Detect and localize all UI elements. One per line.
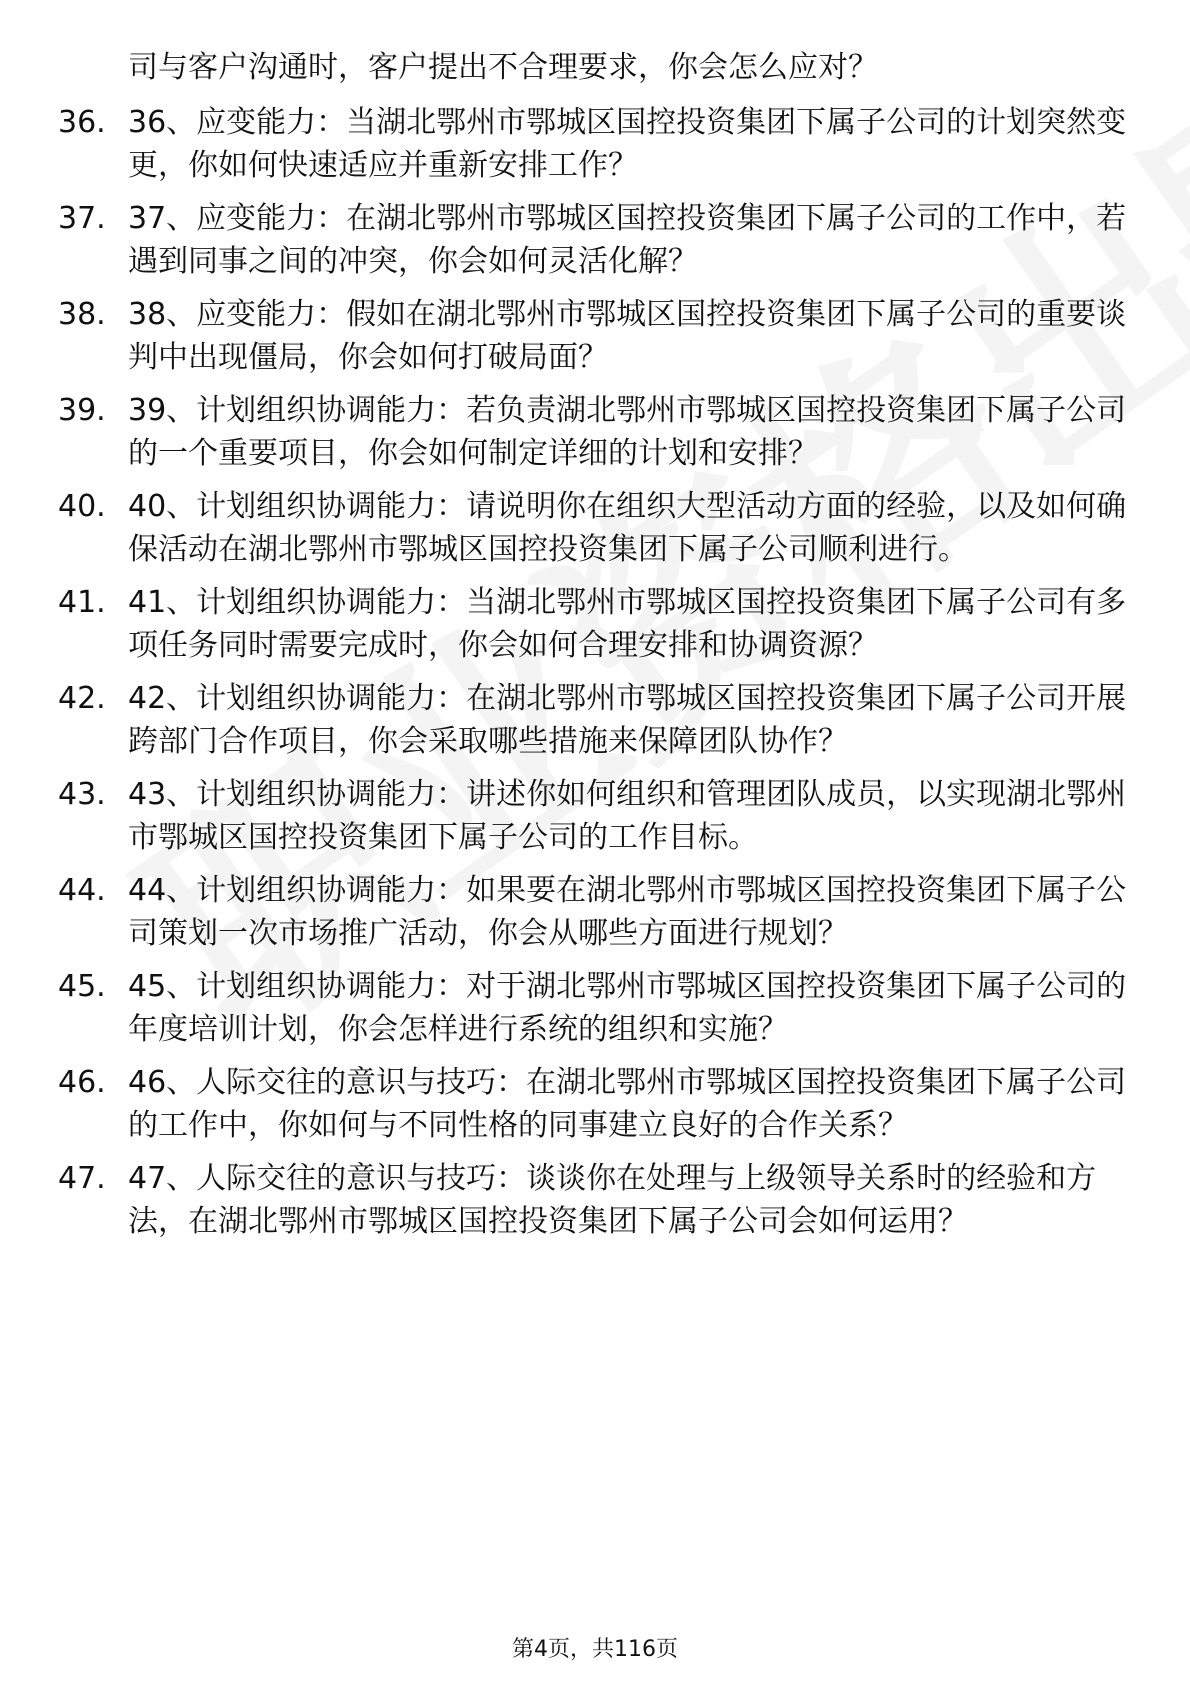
question-text: 38、应变能力：假如在湖北鄂州市鄂城区国控投资集团下属子公司的重要谈判中出现僵局，你会如何打破局面？ (128, 297, 1127, 375)
question-list-section (58, 46, 1138, 1253)
question-number: 39. (58, 393, 106, 428)
question-item (58, 485, 1138, 571)
question-number: 42. (58, 681, 106, 716)
question-item (58, 965, 1138, 1051)
question-text: 37、应变能力：在湖北鄂州市鄂城区国控投资集团下属子公司的工作中，若遇到同事之间的冲突，你会如何灵活化解？ (128, 201, 1127, 279)
continued-question-text: 司与客户沟通时，客户提出不合理要求，你会怎么应对？ (128, 50, 878, 85)
page-footer: 第4页，共116页 (512, 1637, 678, 1662)
question-number: 40. (58, 489, 106, 524)
question-number: 37. (58, 201, 106, 236)
question-item (58, 389, 1138, 475)
question-item (58, 101, 1138, 187)
question-item (58, 1061, 1138, 1147)
question-number: 38. (58, 297, 106, 332)
question-list (58, 101, 1138, 1243)
question-number: 44. (58, 873, 106, 908)
question-text: 36、应变能力：当湖北鄂州市鄂城区国控投资集团下属子公司的计划突然变更，你如何快速适应并重新安排工作？ (128, 105, 1127, 183)
question-number: 43. (58, 777, 106, 812)
question-text: 47、人际交往的意识与技巧：谈谈你在处理与上级领导关系时的经验和方法，在湖北鄂州市鄂城区国控投资集团下属子公司会如何运用？ (128, 1161, 1097, 1239)
question-item (58, 869, 1138, 955)
question-text: 44、计划组织协调能力：如果要在湖北鄂州市鄂城区国控投资集团下属子公司策划一次市场推广活动，你会从哪些方面进行规划？ (128, 873, 1127, 951)
question-number: 45. (58, 969, 106, 1004)
question-text: 46、人际交往的意识与技巧：在湖北鄂州市鄂城区国控投资集团下属子公司的工作中，你如何与不同性格的同事建立良好的合作关系？ (128, 1065, 1127, 1143)
question-item (58, 773, 1138, 859)
question-number: 46. (58, 1065, 106, 1100)
question-item (58, 581, 1138, 667)
question-item (58, 197, 1138, 283)
question-item (58, 293, 1138, 379)
question-text: 40、计划组织协调能力：请说明你在组织大型活动方面的经验，以及如何确保活动在湖北鄂州市鄂城区国控投资集团下属子公司顺利进行。 (128, 489, 1127, 567)
question-text: 43、计划组织协调能力：讲述你如何组织和管理团队成员，以实现湖北鄂州市鄂城区国控投资集团下属子公司的工作目标。 (128, 777, 1127, 855)
question-number: 47. (58, 1161, 106, 1196)
question-number: 36. (58, 105, 106, 140)
question-number: 41. (58, 585, 106, 620)
question-text: 42、计划组织协调能力：在湖北鄂州市鄂城区国控投资集团下属子公司开展跨部门合作项目，你会采取哪些措施来保障团队协作？ (128, 681, 1127, 759)
question-text: 39、计划组织协调能力：若负责湖北鄂州市鄂城区国控投资集团下属子公司的一个重要项目，你会如何制定详细的计划和安排？ (128, 393, 1127, 471)
question-text: 45、计划组织协调能力：对于湖北鄂州市鄂城区国控投资集团下属子公司的年度培训计划，你会怎样进行系统的组织和实施？ (128, 969, 1127, 1047)
question-item (58, 1157, 1138, 1243)
question-item (58, 677, 1138, 763)
question-text: 41、计划组织协调能力：当湖北鄂州市鄂城区国控投资集团下属子公司有多项任务同时需要完成时，你会如何合理安排和协调资源？ (128, 585, 1127, 663)
